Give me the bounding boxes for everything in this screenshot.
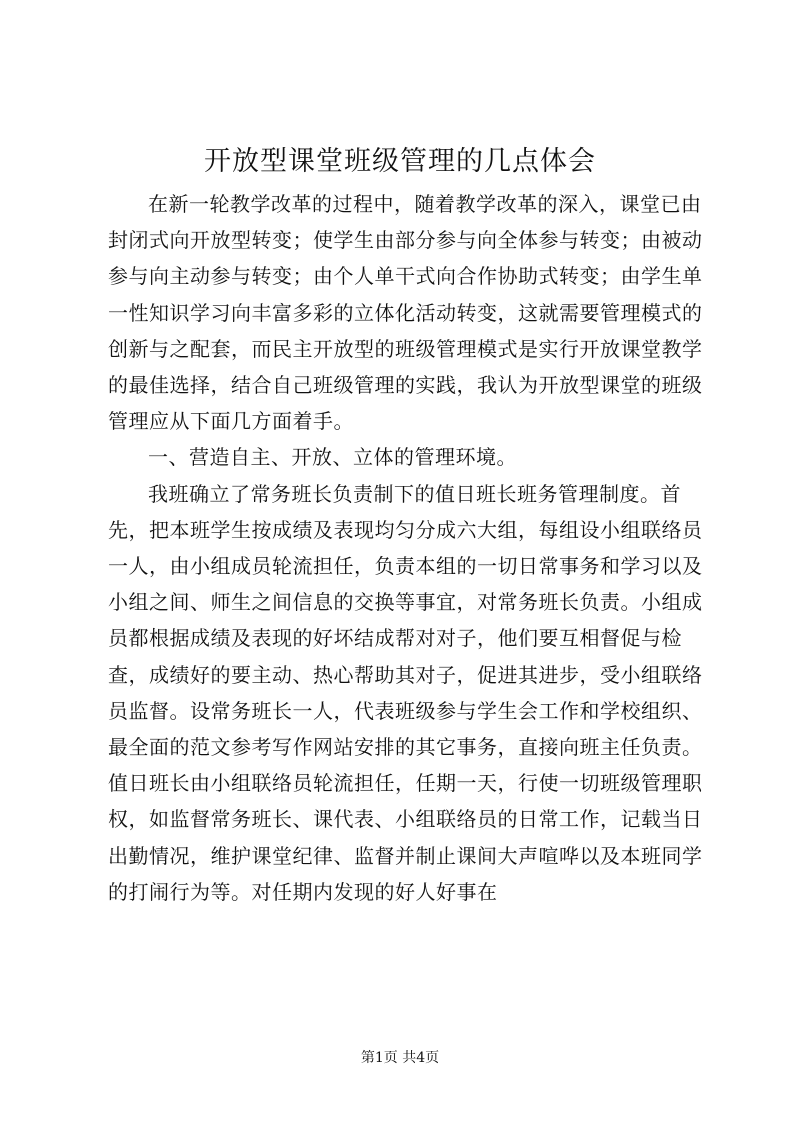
paragraph-class-management: 我班确立了常务班长负责制下的值日班长班务管理制度。首先，把本班学生按成绩及表现均匀分成六大组，每组设小组联络员一人，由小组成员轮流担任，负责本组的一切日常事务和学习以及小组之间、师生之间信息的交换等事宜，对常务班长负责。小组成员都根据成绩及表现的好坏结成帮对对子，他们要互相督促与检查，成绩好的要主动、热心帮助其对子，促进其进步，受小组联络员监督。设常务班长一人，代表班级参与学生会工作和学校组织、最全面的范文参考写作网站安排的其它事务，直接向班主任负责。值日班长由小组联络员轮流担任，任期一天，行使一切班级管理职权，如监督常务班长、课代表、小组联络员的日常工作，记载当日出勤情况，维护课堂纪律、监督并制止课间大声喧哗以及本班同学的打闹行为等。对任期内发现的好人好事在: [108, 481, 703, 904]
document-title: 开放型课堂班级管理的几点体会: [204, 146, 596, 177]
paragraph-intro: 在新一轮教学改革的过程中，随着教学改革的深入，课堂已由封闭式向开放型转变；使学生由部分参与向全体参与转变；由被动参与向主动参与转变；由个人单干式向合作协助式转变；由学生单一性知识学习向丰富多彩的立体化活动转变，这就需要管理模式的创新与之配套，而民主开放型的班级管理模式是实行开放课堂教学的最佳选择，结合自己班级管理的实践，我认为开放型课堂的班级管理应从下面几方面着手。: [108, 192, 703, 434]
section-heading-1: 一、营造自主、开放、立体的管理环境。: [148, 445, 517, 470]
page-number-footer: 第1页 共4页: [360, 1050, 440, 1066]
document-body: [108, 186, 708, 910]
